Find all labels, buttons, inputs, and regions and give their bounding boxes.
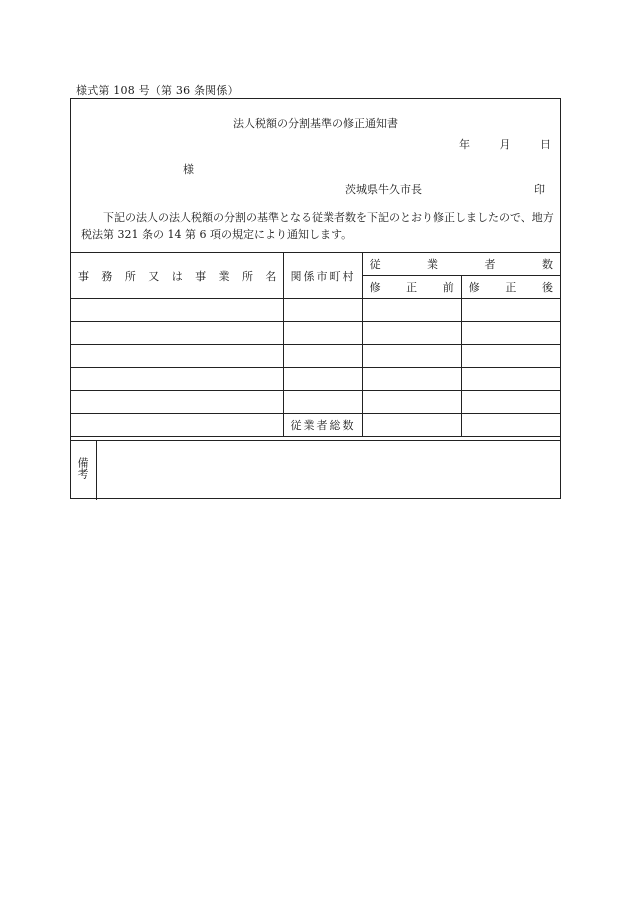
before-header-char: 前 [442, 281, 454, 294]
employee-count-header [362, 253, 560, 276]
before-correction-header [362, 276, 461, 299]
cell-after[interactable] [461, 391, 560, 414]
cell-office[interactable] [71, 322, 284, 345]
notice-body: 下記の法人の法人税額の分割の基準となる従業者数を下記のとおり修正しましたので、地方税法第 321 条の 14 第 6 項の規定により通知します。 [81, 211, 554, 241]
municipality-header: 関係市町村 [284, 253, 362, 299]
cell-before[interactable] [362, 368, 461, 391]
office-header-char: 事 [195, 269, 207, 283]
office-header-char: は [171, 269, 183, 283]
remarks-label: 備考 [70, 441, 97, 500]
date-line [459, 136, 551, 152]
addressee-suffix: 様 [183, 163, 194, 176]
total-blank [71, 414, 284, 437]
cell-office[interactable] [71, 299, 284, 322]
cell-before[interactable] [362, 299, 461, 322]
after-header-char: 正 [505, 281, 517, 294]
date-month: 月 [499, 138, 511, 151]
employee-table [70, 252, 561, 437]
cell-after[interactable] [461, 368, 560, 391]
employee-header-char: 数 [541, 258, 553, 271]
office-header-char: 業 [218, 269, 230, 283]
office-name-header [71, 253, 284, 299]
total-before-cell[interactable] [362, 414, 461, 437]
cell-before[interactable] [362, 345, 461, 368]
office-header-char: 所 [124, 269, 136, 283]
seal-mark: 印 [534, 183, 545, 196]
employee-header-char: 業 [427, 258, 439, 271]
office-header-char: 又 [148, 269, 160, 283]
cell-municipality[interactable] [284, 345, 362, 368]
cell-municipality[interactable] [284, 322, 362, 345]
date-year: 年 [459, 138, 470, 151]
form-number: 様式第 108 号（第 36 条関係） [76, 84, 239, 97]
office-header-char: 名 [265, 269, 277, 283]
document-title: 法人税額の分割基準の修正通知書 [233, 117, 398, 130]
office-header-char: 務 [101, 269, 113, 283]
cell-office[interactable] [71, 391, 284, 414]
cell-after[interactable] [461, 345, 560, 368]
cell-before[interactable] [362, 322, 461, 345]
cell-after[interactable] [461, 299, 560, 322]
remarks-section [70, 440, 561, 500]
before-header-char: 修 [369, 281, 381, 294]
cell-office[interactable] [71, 345, 284, 368]
employee-header-char: 従 [369, 258, 381, 271]
total-after-cell[interactable] [461, 414, 560, 437]
after-header-char: 修 [468, 281, 480, 294]
after-header-char: 後 [541, 281, 553, 294]
office-header-char: 所 [241, 269, 253, 283]
notice-form [70, 98, 561, 499]
table-row [71, 391, 561, 414]
before-header-char: 正 [406, 281, 418, 294]
total-row [71, 414, 561, 437]
table-row [71, 368, 561, 391]
cell-office[interactable] [71, 368, 284, 391]
cell-after[interactable] [461, 322, 560, 345]
total-label: 従業者総数 [284, 414, 362, 437]
date-day: 日 [540, 138, 551, 151]
employee-header-char: 者 [484, 258, 496, 271]
remarks-content[interactable] [97, 441, 561, 500]
issuer-name: 茨城県牛久市長 [345, 183, 422, 196]
table-row [71, 345, 561, 368]
table-row [71, 322, 561, 345]
cell-municipality[interactable] [284, 391, 362, 414]
office-header-char: 事 [78, 269, 89, 283]
cell-before[interactable] [362, 391, 461, 414]
cell-municipality[interactable] [284, 368, 362, 391]
table-row [71, 299, 561, 322]
after-correction-header [461, 276, 560, 299]
cell-municipality[interactable] [284, 299, 362, 322]
